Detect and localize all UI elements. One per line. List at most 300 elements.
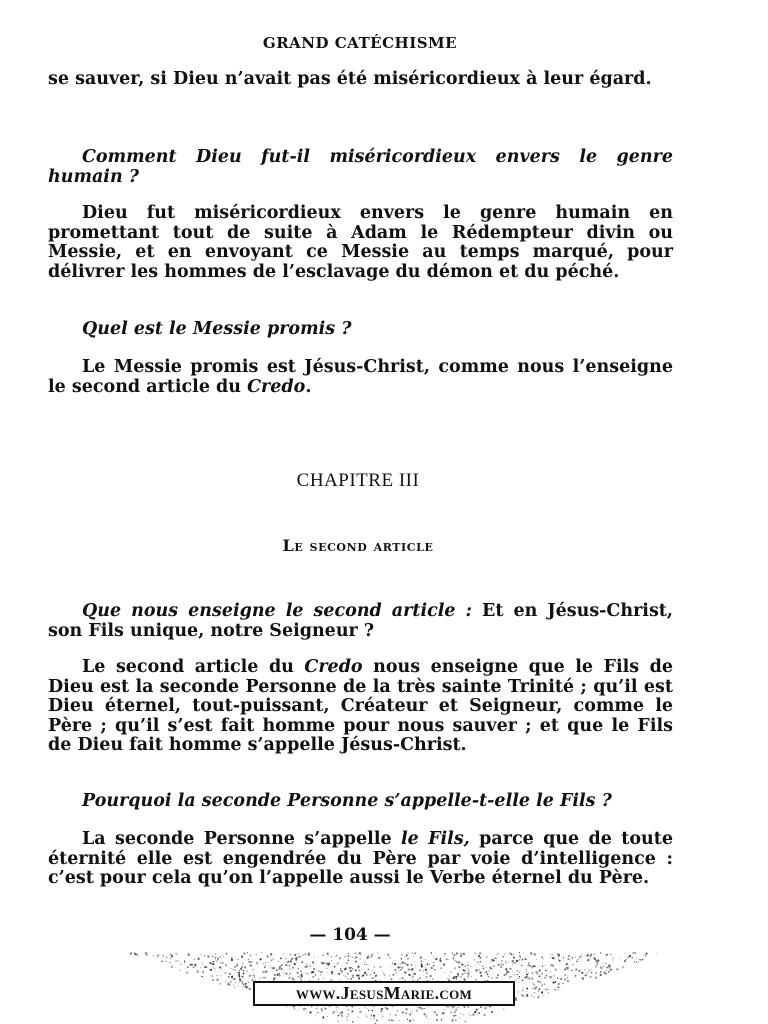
noise-speck (348, 955, 350, 957)
noise-speck (582, 961, 583, 962)
noise-speck (340, 968, 341, 969)
noise-speck (606, 967, 607, 968)
noise-speck (188, 954, 190, 956)
noise-speck (332, 1013, 333, 1014)
noise-speck (554, 959, 555, 960)
noise-speck (356, 957, 358, 959)
noise-speck (133, 953, 134, 954)
noise-speck (375, 977, 376, 978)
noise-speck (333, 1011, 335, 1013)
noise-speck (474, 1011, 476, 1013)
noise-speck (447, 978, 448, 979)
noise-speck (452, 952, 454, 954)
noise-speck (427, 972, 428, 973)
noise-speck (292, 974, 293, 975)
noise-speck (536, 959, 537, 960)
noise-speck (434, 1011, 436, 1013)
noise-speck (595, 966, 596, 967)
noise-speck (476, 969, 477, 970)
noise-speck (492, 961, 493, 962)
noise-speck (260, 958, 262, 960)
noise-speck (468, 970, 469, 971)
noise-speck (283, 961, 284, 962)
answer-son-text1: La seconde Personne s’appelle (82, 829, 401, 849)
noise-speck (526, 969, 527, 970)
noise-speck (336, 1009, 337, 1010)
noise-speck (415, 965, 416, 966)
noise-speck (322, 962, 324, 964)
noise-speck (294, 958, 295, 959)
noise-speck (233, 969, 234, 970)
watermark-link[interactable]: www.JesusMarie.com (253, 981, 515, 1006)
noise-speck (343, 975, 344, 976)
noise-speck (331, 960, 332, 961)
noise-speck (409, 974, 411, 976)
noise-speck (210, 969, 212, 971)
noise-speck (402, 1012, 404, 1014)
noise-speck (362, 975, 363, 976)
noise-speck (378, 957, 380, 959)
noise-speck (313, 962, 314, 963)
noise-speck (565, 987, 566, 988)
noise-speck (211, 975, 213, 977)
answer-second-article (48, 658, 673, 756)
noise-speck (231, 959, 233, 961)
noise-speck (404, 963, 406, 965)
noise-speck (231, 968, 232, 969)
noise-speck (531, 978, 533, 980)
noise-speck (271, 959, 273, 961)
noise-speck (366, 959, 367, 960)
noise-speck (456, 961, 458, 963)
noise-speck (276, 970, 277, 971)
noise-speck (336, 956, 337, 957)
noise-speck (453, 1015, 455, 1017)
noise-speck (273, 959, 274, 960)
noise-speck (495, 1010, 496, 1011)
noise-speck (360, 1011, 362, 1013)
noise-speck (400, 963, 401, 964)
noise-speck (564, 969, 566, 971)
noise-speck (504, 975, 505, 976)
noise-speck (346, 962, 347, 963)
noise-speck (506, 962, 507, 963)
noise-speck (415, 967, 416, 968)
noise-speck (307, 964, 308, 965)
noise-speck (496, 958, 497, 959)
noise-speck (487, 1006, 488, 1007)
noise-speck (289, 977, 291, 979)
noise-speck (352, 974, 354, 976)
noise-speck (277, 974, 279, 976)
running-head: GRAND CATÉCHISME (262, 34, 458, 52)
noise-speck (398, 964, 399, 965)
noise-speck (425, 967, 426, 968)
noise-speck (636, 962, 637, 963)
noise-speck (505, 968, 507, 970)
noise-speck (443, 1012, 445, 1014)
noise-speck (524, 958, 525, 959)
noise-speck (184, 962, 185, 963)
noise-speck (425, 969, 427, 971)
noise-speck (380, 966, 382, 968)
noise-speck (389, 957, 390, 958)
noise-speck (243, 986, 244, 987)
noise-speck (558, 959, 559, 960)
noise-speck (315, 1016, 316, 1017)
noise-speck (301, 976, 303, 978)
noise-speck (337, 963, 338, 964)
noise-speck (284, 974, 285, 975)
noise-speck (326, 963, 328, 965)
noise-speck (163, 955, 165, 957)
noise-speck (248, 982, 249, 983)
credo-word: Credo (247, 376, 306, 397)
noise-speck (520, 971, 521, 972)
noise-speck (452, 975, 453, 976)
noise-speck (566, 967, 567, 968)
noise-speck (402, 962, 404, 964)
noise-speck (306, 1012, 307, 1013)
noise-speck (307, 953, 308, 954)
noise-speck (613, 958, 614, 959)
noise-speck (579, 955, 580, 956)
noise-speck (545, 989, 547, 991)
noise-speck (553, 975, 554, 976)
noise-speck (467, 965, 468, 966)
noise-speck (542, 966, 543, 967)
noise-speck (364, 962, 365, 963)
noise-speck (359, 970, 360, 971)
noise-speck (491, 1011, 493, 1013)
noise-speck (358, 1016, 359, 1017)
noise-speck (521, 994, 522, 995)
noise-speck (427, 1018, 428, 1019)
noise-speck (534, 965, 536, 967)
noise-speck (491, 978, 492, 979)
noise-speck (501, 960, 503, 962)
noise-speck (269, 962, 270, 963)
answer-son (48, 830, 673, 889)
noise-speck (374, 967, 375, 968)
noise-speck (593, 957, 595, 959)
noise-speck (332, 971, 333, 972)
noise-speck (310, 1012, 312, 1014)
noise-speck (364, 972, 366, 974)
noise-speck (540, 981, 542, 983)
noise-speck (270, 956, 271, 957)
noise-speck (301, 961, 302, 962)
noise-speck (420, 957, 421, 958)
noise-speck (244, 953, 246, 955)
noise-speck (611, 954, 612, 955)
noise-speck (500, 966, 502, 968)
noise-speck (434, 970, 435, 971)
noise-speck (252, 975, 253, 976)
noise-speck (212, 979, 213, 980)
noise-speck (196, 972, 197, 973)
noise-speck (567, 980, 569, 982)
noise-speck (348, 960, 349, 961)
noise-speck (431, 967, 433, 969)
noise-speck (360, 953, 361, 954)
noise-speck (211, 953, 212, 954)
noise-speck (202, 964, 203, 965)
noise-speck (587, 972, 588, 973)
noise-speck (502, 956, 504, 958)
noise-speck (395, 969, 397, 971)
noise-speck (493, 965, 495, 967)
noise-speck (484, 1014, 486, 1016)
noise-speck (460, 955, 462, 957)
noise-speck (397, 965, 398, 966)
noise-speck (559, 987, 560, 988)
noise-speck (327, 1016, 328, 1017)
noise-speck (533, 965, 535, 967)
noise-speck (389, 1020, 390, 1021)
noise-speck (527, 965, 529, 967)
noise-speck (419, 970, 421, 972)
noise-speck (410, 1014, 412, 1016)
noise-speck (334, 966, 335, 967)
noise-speck (464, 970, 465, 971)
noise-speck (519, 972, 520, 973)
noise-speck (344, 962, 345, 963)
noise-speck (468, 1007, 469, 1008)
noise-speck (198, 958, 200, 960)
noise-speck (359, 1008, 360, 1009)
noise-speck (248, 988, 249, 989)
noise-speck (286, 958, 287, 959)
noise-speck (487, 974, 488, 975)
noise-speck (514, 974, 515, 975)
noise-speck (489, 970, 490, 971)
noise-speck (246, 987, 248, 989)
noise-speck (130, 953, 132, 955)
noise-speck (462, 964, 464, 966)
noise-speck (219, 983, 220, 984)
noise-speck (292, 967, 294, 969)
noise-speck (313, 968, 315, 970)
noise-speck (516, 960, 517, 961)
noise-speck (296, 958, 297, 959)
noise-speck (338, 1015, 340, 1017)
noise-speck (546, 972, 547, 973)
noise-speck (532, 972, 534, 974)
noise-speck (463, 964, 464, 965)
noise-speck (410, 969, 411, 970)
noise-speck (500, 963, 502, 965)
noise-speck (215, 959, 216, 960)
noise-speck (576, 961, 577, 962)
noise-speck (548, 992, 549, 993)
noise-speck (342, 966, 343, 967)
noise-speck (211, 963, 213, 965)
noise-speck (395, 1014, 397, 1016)
noise-speck (373, 1015, 375, 1017)
noise-speck (590, 976, 592, 978)
noise-speck (283, 954, 284, 955)
noise-speck (608, 953, 609, 954)
noise-speck (464, 1007, 465, 1008)
noise-speck (469, 972, 470, 973)
noise-speck (373, 970, 374, 971)
noise-speck (254, 977, 255, 978)
noise-speck (399, 1020, 400, 1021)
noise-speck (490, 966, 491, 967)
noise-speck (419, 977, 421, 979)
noise-speck (441, 1019, 442, 1020)
noise-speck (290, 973, 291, 974)
noise-speck (298, 1010, 299, 1011)
noise-speck (338, 1021, 339, 1022)
noise-speck (553, 965, 554, 966)
noise-speck (303, 1009, 304, 1010)
noise-speck (399, 970, 400, 971)
noise-speck (496, 977, 497, 978)
noise-speck (358, 975, 360, 977)
noise-speck (519, 952, 520, 953)
noise-speck (350, 978, 351, 979)
noise-speck (274, 974, 276, 976)
noise-speck (480, 972, 482, 974)
noise-speck (220, 961, 221, 962)
noise-speck (404, 971, 406, 973)
noise-speck (566, 969, 567, 970)
noise-speck (371, 954, 373, 956)
noise-speck (476, 1009, 478, 1011)
noise-speck (528, 962, 529, 963)
noise-speck (550, 957, 551, 958)
noise-speck (620, 959, 621, 960)
noise-speck (217, 975, 218, 976)
noise-speck (404, 956, 405, 957)
noise-speck (497, 974, 499, 976)
noise-speck (517, 970, 519, 972)
noise-speck (385, 1007, 386, 1008)
noise-speck (328, 963, 330, 965)
noise-speck (313, 964, 314, 965)
noise-speck (539, 976, 540, 977)
question-second-article-italic: Que nous enseigne le second article : (82, 601, 472, 621)
noise-speck (279, 968, 281, 970)
noise-speck (325, 955, 326, 956)
noise-speck (316, 1008, 317, 1009)
noise-speck (376, 1020, 378, 1022)
noise-speck (559, 956, 560, 957)
noise-speck (322, 1017, 324, 1019)
noise-speck (265, 962, 266, 963)
noise-speck (484, 969, 485, 970)
noise-speck (463, 1014, 464, 1015)
noise-speck (600, 971, 602, 973)
noise-speck (383, 973, 384, 974)
noise-speck (598, 960, 600, 962)
noise-speck (357, 1017, 358, 1018)
noise-speck (646, 953, 648, 955)
noise-speck (265, 971, 267, 973)
noise-speck (252, 969, 253, 970)
noise-speck (433, 965, 434, 966)
noise-speck (524, 977, 526, 979)
noise-speck (582, 978, 584, 980)
noise-speck (296, 962, 297, 963)
noise-speck (267, 972, 268, 973)
noise-speck (390, 966, 391, 967)
noise-speck (517, 974, 518, 975)
noise-speck (542, 985, 543, 986)
noise-speck (634, 961, 635, 962)
answer-second-article-text1: Le second article du (82, 657, 305, 677)
noise-speck (512, 960, 514, 962)
noise-speck (402, 967, 404, 969)
noise-speck (238, 975, 239, 976)
noise-speck (575, 957, 576, 958)
noise-speck (468, 973, 470, 975)
noise-speck (336, 1006, 337, 1007)
noise-speck (341, 1014, 342, 1015)
noise-speck (421, 960, 423, 962)
noise-speck (449, 976, 450, 977)
noise-speck (373, 1006, 374, 1007)
noise-speck (217, 960, 218, 961)
noise-speck (531, 995, 532, 996)
noise-speck (426, 1015, 427, 1016)
noise-speck (299, 956, 301, 958)
noise-speck (220, 962, 221, 963)
noise-speck (631, 957, 633, 959)
noise-speck (597, 961, 599, 963)
noise-speck (534, 992, 535, 993)
noise-speck (233, 985, 234, 986)
noise-speck (502, 964, 504, 966)
noise-speck (145, 955, 146, 956)
noise-speck (382, 971, 383, 972)
noise-speck (355, 961, 357, 963)
noise-speck (483, 955, 484, 956)
noise-speck (373, 1018, 375, 1020)
noise-speck (284, 972, 285, 973)
noise-speck (287, 961, 289, 963)
noise-speck (480, 961, 482, 963)
noise-speck (538, 991, 539, 992)
noise-speck (321, 962, 322, 963)
noise-speck (231, 976, 233, 978)
noise-speck (323, 978, 324, 979)
noise-speck (240, 969, 241, 970)
noise-speck (584, 955, 585, 956)
noise-speck (600, 974, 602, 976)
noise-speck (436, 1019, 438, 1021)
noise-speck (558, 987, 560, 989)
noise-speck (253, 974, 255, 976)
noise-speck (186, 972, 188, 974)
noise-speck (417, 978, 418, 979)
noise-speck (419, 1007, 421, 1009)
noise-speck (554, 981, 556, 983)
noise-speck (550, 964, 552, 966)
noise-speck (402, 977, 404, 979)
noise-speck (290, 961, 292, 963)
noise-speck (416, 1010, 418, 1012)
noise-speck (526, 959, 527, 960)
noise-speck (347, 1020, 348, 1021)
noise-speck (444, 956, 445, 957)
noise-speck (336, 1011, 337, 1012)
paragraph-continuation: se sauver, si Dieu n’avait pas été miséricordieux à leur égard. (48, 69, 652, 89)
noise-speck (263, 971, 265, 973)
noise-speck (250, 955, 252, 957)
